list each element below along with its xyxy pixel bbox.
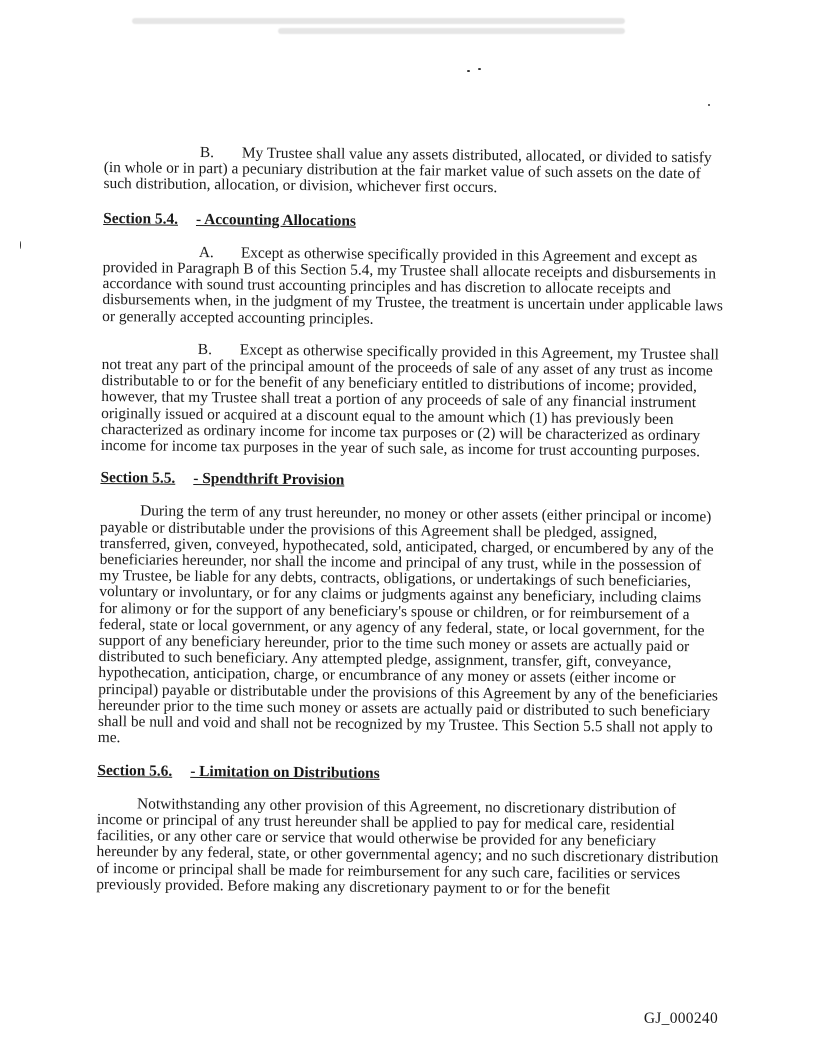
section-title: - Spendthrift Provision — [193, 470, 345, 489]
section-number: Section 5.5. — [100, 469, 176, 488]
section-5-4-paragraph-a — [102, 244, 725, 332]
scan-speck — [708, 104, 710, 106]
paragraph-text: Except as otherwise specifically provided in this Agreement, my Trustee shall not treat any part of the principal amount of the proceeds of sale of any asset of any trust as income distributable to or for the benefit of any beneficiary entitled to distributions of income; provided, however, that my Trustee shall treat a portion of any proceeds of sale of any financial instrument originally issued or acquired at a discount equal to the amount which (1) has previously been characterized as ordinary income for income tax purposes or (2) will be characterized as ordinary income for income tax purposes in the year of such sale, as income for trust accounting purposes. — [100, 341, 720, 461]
paragraph-label: B. — [197, 340, 213, 358]
section-5-4-heading — [103, 211, 725, 234]
scan-speck — [467, 70, 470, 72]
scan-speck — [478, 68, 481, 70]
section-5-6-paragraph: Notwithstanding any other provision of this Agreement, no discretionary distribution of income or principal of any trust hereunder shall be applied to pay for medical care, residential facilities, or any other care or service that would otherwise be provided for any beneficiary hereunder by any federal, state, or other governmental agency; and no such discretionary distribution of income or principal shall be made for reimbursement for any such care, facilities or services previously provided. Before making any discretionary payment to or for the benefit — [96, 795, 719, 899]
section-number: Section 5.6. — [97, 761, 173, 780]
section-5-4-paragraph-b — [101, 341, 724, 461]
section-5-5-paragraph: During the term of any trust hereunder, no money or other assets (either principal or income) payable or distributable under the provisions of this Agreement shall be pledged, assigned, transferred, given, conveyed, hypothecated, sold, anticipated, charged, or encumbered by any of the beneficiaries hereunder, nor shall the income and principal of any trust, while in the possession of my Trustee, be liable for any debts, contracts, obligations, or undertakings of such beneficiaries, voluntary or involuntary, or for any claims or judgments against any beneficiary, including claims for alimony or for the support of any beneficiary's spouse or children, or for reimbursement of a federal, state or local government, or any agency of any federal, state, or local government, for the support of any beneficiary hereunder, prior to the time such money or assets are actually paid or distributed to such beneficiary. Any attempted pledge, assignment, transfer, gift, conveyance, hypothecation, anticipation, charge, or encumbrance of any money or assets (either income or principal) payable or distributable under the provisions of this Agreement by any of the beneficiaries hereunder prior to the time such money or assets are actually paid or distributed to such beneficiary shall be null and void and shall not be recognized by my Trustee. This Section 5.5 shall not apply to me. — [97, 502, 719, 747]
paragraph-label: A. — [198, 243, 214, 261]
paragraph-text: Except as otherwise specifically provided in this Agreement and except as provided in Paragraph B of this Section 5.4, my Trustee shall allocate receipts and disbursements in accordance with sound trust accounting principles and has discretion to allocate receipts and disbursements when, in the judgment of my Trustee, the treatment is uncertain under applicable laws or generally accepted accounting principles. — [102, 244, 724, 328]
show-through-text — [110, 14, 670, 44]
paragraph-label: B. — [199, 144, 215, 162]
section-title: - Limitation on Distributions — [190, 762, 380, 782]
section-title: - Accounting Allocations — [195, 210, 357, 230]
section-number: Section 5.4. — [103, 209, 179, 228]
bates-number: GJ_000240 — [643, 1010, 718, 1027]
scan-speck — [20, 241, 21, 249]
paragraph-b-valuation — [103, 144, 725, 199]
document-body — [96, 144, 726, 899]
paragraph-text: My Trustee shall value any assets distributed, allocated, or divided to satisfy (in whole or in part) a pecuniary distribution at the fair market value of such assets on the date of such distribution, allocation, or division, whichever first occurs. — [103, 144, 712, 197]
